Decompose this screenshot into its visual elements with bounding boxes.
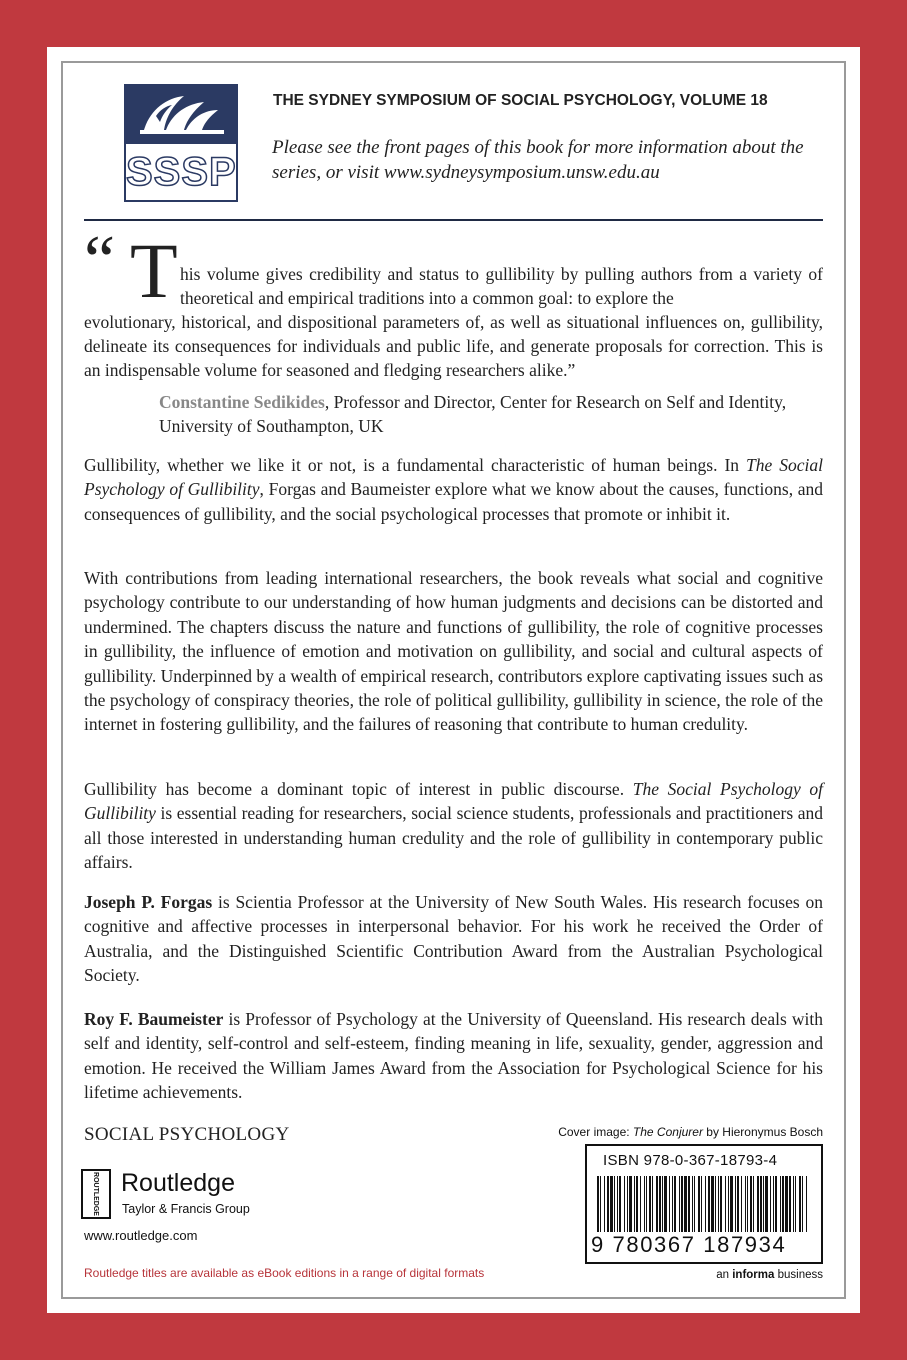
barcode-bar: [730, 1176, 733, 1232]
barcode-bar: [674, 1176, 676, 1232]
barcode-bar: [705, 1176, 706, 1232]
cover-credit-title: The Conjurer: [632, 1125, 703, 1139]
barcode-bar: [624, 1176, 625, 1232]
publisher-group: Taylor & Francis Group: [122, 1202, 250, 1216]
ebook-note: Routledge titles are available as eBook editions in a range of digital formats: [84, 1266, 485, 1280]
barcode-bar: [629, 1176, 632, 1232]
p3-text-b: is essential reading for researchers, social science students, professionals and practitioners and all those interested in understanding human credulity and the role of gullibility in contemporary public affairs.: [84, 803, 823, 873]
barcode-bar: [669, 1176, 670, 1232]
barcode-bar: [617, 1176, 618, 1232]
barcode-bar: [597, 1176, 599, 1232]
barcode-bar: [770, 1176, 771, 1232]
barcode-bar: [607, 1176, 609, 1232]
barcode-bar: [649, 1176, 651, 1232]
quote-dropcap: T: [130, 227, 178, 314]
p3-text-a: Gullibility has become a dominant topic of interest in public discourse.: [84, 779, 633, 799]
barcode-bar: [652, 1176, 653, 1232]
barcode-bar: [600, 1176, 601, 1232]
quote-body: evolutionary, historical, and dispositional parameters of, as well as situational influences on, gullibility, delineate its consequences for individuals and public life, and generate proposals for correction. This is an indispensable volume for seasoned and fledging researchers alike.”: [84, 312, 823, 380]
barcode-bar: [757, 1176, 759, 1232]
barcode-bar: [681, 1176, 683, 1232]
barcode-bar: [644, 1176, 645, 1232]
quote-first-lines: his volume gives credibility and status to gullibility by pulling authors from a variety of theoretical and empirical traditions into a common goal: to explore the: [180, 264, 823, 308]
barcode-bar: [684, 1176, 687, 1232]
barcode-bar: [610, 1176, 613, 1232]
p1-text-b: , Forgas and Baumeister explore what we know about the causes, functions, and consequences of gullibility, and the social psychological processes that promote or inhibit it.: [84, 479, 824, 524]
barcode-bar: [806, 1176, 807, 1232]
barcode-bar: [799, 1176, 801, 1232]
quote-author: Constantine Sedikides: [159, 392, 325, 412]
series-note: Please see the front pages of this book for more information about the series, or visit www.sydneysymposium.unsw.edu.au: [272, 137, 804, 183]
barcode-bar: [627, 1176, 628, 1232]
barcode-bar: [715, 1176, 716, 1232]
barcode-bar: [701, 1176, 702, 1232]
isbn: ISBN 978-0-367-18793-4: [603, 1152, 778, 1169]
barcode-bar: [640, 1176, 641, 1232]
header-divider: [84, 219, 823, 221]
barcode-bar: [782, 1176, 784, 1232]
barcode-digits: 9 780367 187934: [591, 1232, 787, 1257]
routledge-icon-text: ROUTLEDGE: [92, 1172, 100, 1216]
author-text-2: is Professor of Psychology at the University of Queensland. His research deals with self and identity, self-control and self-esteem, finding meaning in life, sexuality, gender, aggression and emotion. He received the William James Award from the Association for Psychological Science for his lifetime achievements.: [84, 1009, 823, 1103]
barcode-bar: [763, 1176, 764, 1232]
barcode-bar: [760, 1176, 762, 1232]
cover-credit-prefix: Cover image:: [558, 1125, 633, 1139]
barcode-box: [585, 1144, 823, 1264]
barcode-bar: [725, 1176, 726, 1232]
routledge-logo-icon: [80, 1168, 112, 1220]
barcode-bar: [672, 1176, 673, 1232]
barcode-bar: [604, 1176, 605, 1232]
informa-tagline: [680, 1269, 823, 1281]
barcode-bar: [614, 1176, 615, 1232]
barcode-bar: [688, 1176, 690, 1232]
p3-book-title: The Social Psychology of Gullibility: [84, 779, 823, 824]
barcode-bar: [802, 1176, 803, 1232]
barcode-bar: [793, 1176, 794, 1232]
opera-house-emblem: [126, 86, 236, 144]
cover-credit: [556, 1125, 823, 1139]
author-bio-2: [84, 1007, 823, 1105]
barcode-bar: [745, 1176, 746, 1232]
author-bio-1: [84, 890, 823, 988]
sssp-logo: [124, 84, 238, 202]
barcode-bar: [735, 1176, 736, 1232]
barcode-bar: [773, 1176, 774, 1232]
barcode-bar: [718, 1176, 719, 1232]
quote-open-mark: “: [84, 222, 116, 299]
description-paragraph-2: With contributions from leading international researchers, the book reveals what social and cognitive psychology contribute to our understanding of how human judgments and decisions can be distorted and undermined. The chapters discuss the nature and functions of gullibility, the role of cognitive processes in gullibility, the influence of emotion and motivation on gullibility, and social and cultural aspects of gullibility. Underpinned by a wealth of empirical research, contributors explore captivating issues such as the psychology of conspiracy theories, the role of political gullibility, gullibility in science, the role of the internet in fostering gullibility, and the failures of reasoning that contribute to human credulity.: [84, 568, 823, 735]
barcode-bar: [750, 1176, 752, 1232]
barcode-bar: [728, 1176, 729, 1232]
barcode-bar: [708, 1176, 710, 1232]
opera-house-icon: [126, 86, 236, 144]
barcode-bar: [659, 1176, 661, 1232]
p1-text-a: Gullibility, whether we like it or not, is a fundamental characteristic of human beings. In: [84, 455, 747, 475]
barcode-bar: [698, 1176, 700, 1232]
cover-credit-suffix: by Hieronymus Bosch: [702, 1125, 823, 1139]
author-name-1: Joseph P. Forgas: [84, 892, 213, 912]
barcode-bar: [636, 1176, 638, 1232]
routledge-icon: [80, 1168, 112, 1220]
barcode-bar: [737, 1176, 739, 1232]
barcode-bar: [634, 1176, 635, 1232]
barcode-bar: [789, 1176, 791, 1232]
barcode-bar: [741, 1176, 742, 1232]
barcode-bar: [679, 1176, 680, 1232]
author-text-1: is Scientia Professor at the University of New South Wales. His research focuses on cognitive and affective processes in interpersonal behavior. For his work he received the Order of Australia, and the Distinguished Scientific Contribution Award from the Australian Psychological Society.: [84, 892, 823, 986]
barcode-bar: [780, 1176, 781, 1232]
description-paragraph-1: [84, 453, 823, 526]
barcode-bar: [775, 1176, 777, 1232]
barcode-bar: [664, 1176, 667, 1232]
barcode-bar: [656, 1176, 658, 1232]
barcode-bar: [694, 1176, 695, 1232]
quote-attribution: [159, 390, 823, 438]
informa-brand: informa: [732, 1269, 775, 1281]
barcode-bar: [785, 1176, 788, 1232]
barcode-bar: [692, 1176, 693, 1232]
quote-affiliation: , Professor and Director, Center for Research on Self and Identity, University of Southampton, UK: [159, 392, 787, 436]
publisher-website[interactable]: www.routledge.com: [84, 1228, 198, 1243]
barcode-bar: [646, 1176, 647, 1232]
informa-prefix: an: [716, 1269, 733, 1281]
barcode-bar: [720, 1176, 722, 1232]
publisher-name: Routledge: [121, 1169, 235, 1197]
informa-suffix: business: [774, 1269, 823, 1281]
series-title: THE SYDNEY SYMPOSIUM OF SOCIAL PSYCHOLOGY, VOLUME 18: [273, 92, 768, 109]
subject-category: SOCIAL PSYCHOLOGY: [84, 1124, 290, 1145]
barcode-bar: [753, 1176, 754, 1232]
barcode-bar: [711, 1176, 714, 1232]
p1-book-title: The Social Psychology of Gullibility: [84, 455, 823, 500]
barcode-bar: [765, 1176, 768, 1232]
barcode-bar: [619, 1176, 621, 1232]
description-paragraph-3: [84, 777, 823, 875]
logo-letters: SSSP: [126, 150, 237, 194]
barcode-bar: [662, 1176, 663, 1232]
barcode-bar: [747, 1176, 748, 1232]
barcode-bar: [795, 1176, 796, 1232]
author-name-2: Roy F. Baumeister: [84, 1009, 224, 1029]
